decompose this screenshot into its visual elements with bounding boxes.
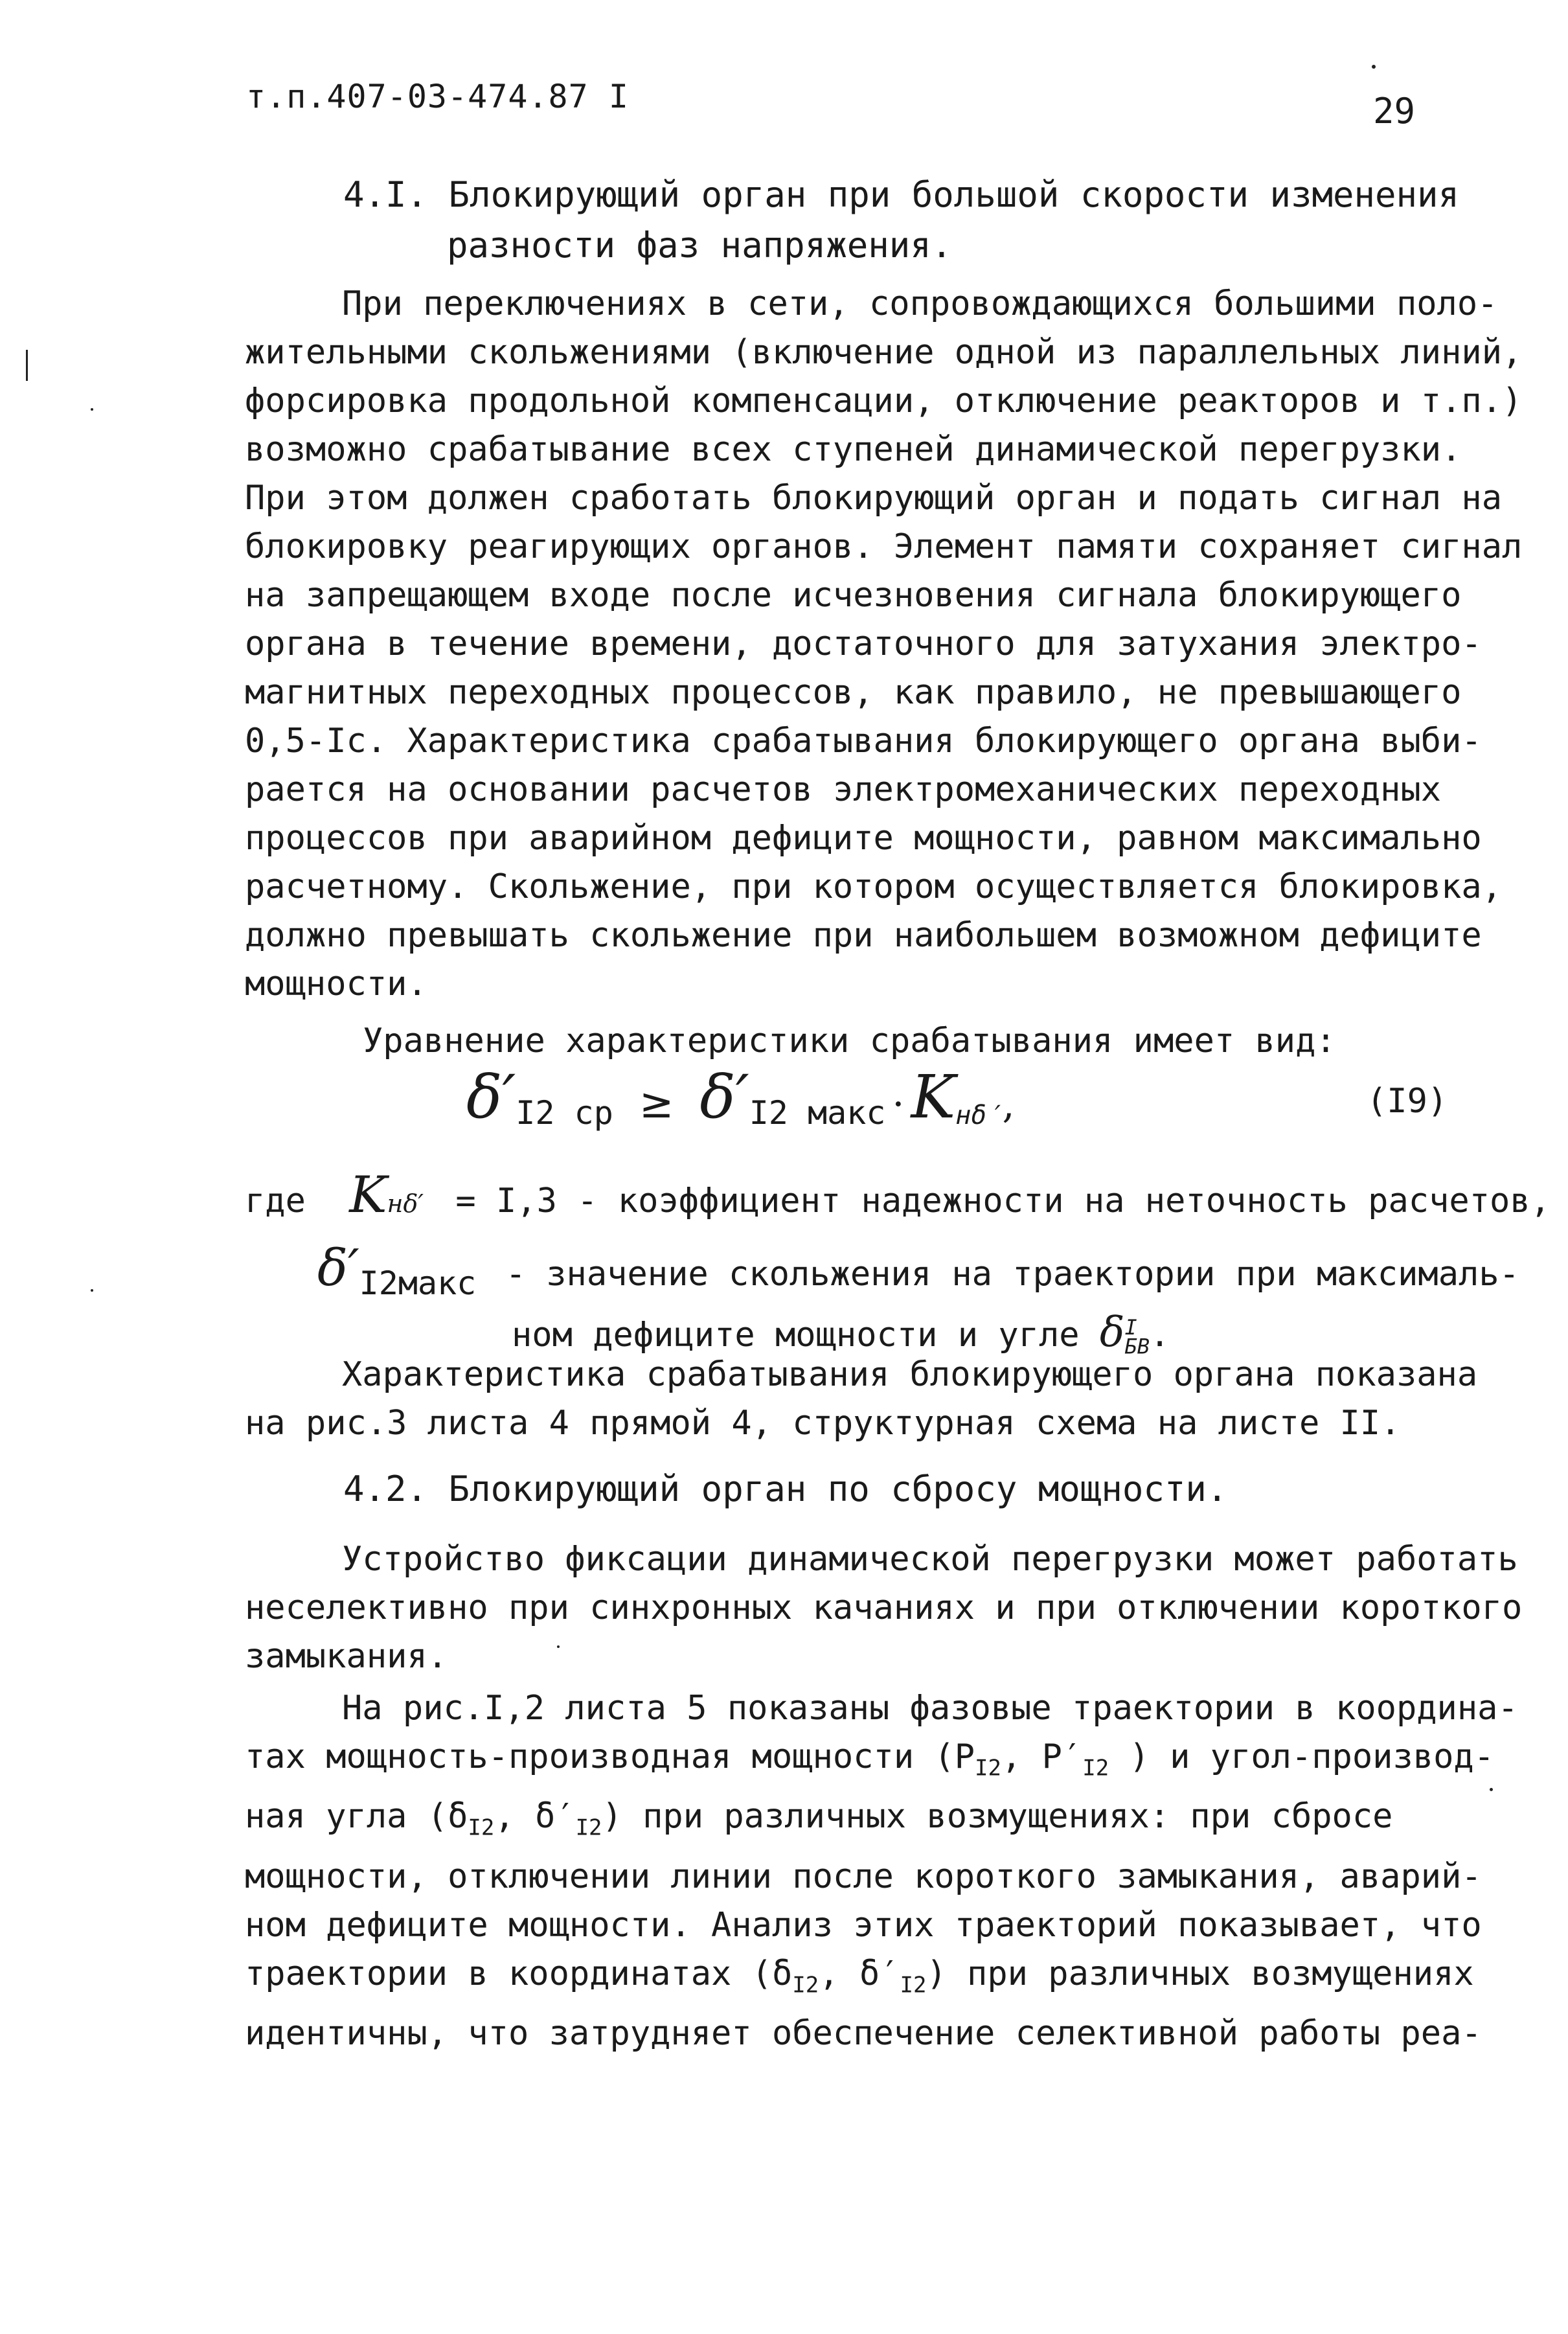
delta-definition-line1: - значение скольжения на траектории при максималь- <box>505 1255 1519 1294</box>
paragraph-4-line: На рис.I,2 листа 5 показаны фазовые траектории в координа- <box>342 1689 1518 1728</box>
page-number: 29 <box>1373 91 1416 132</box>
scan-dot <box>1490 1788 1493 1791</box>
paragraph-1-line: на запрещающем входе после исчезновения сигнала блокирующего <box>245 576 1462 615</box>
paragraph-1-line: должно превышать скольжение при наибольшем возможном дефиците <box>245 916 1482 955</box>
k-subscript: нδ′ <box>387 1189 424 1218</box>
document-code: т.п.407-03-474.87 I <box>246 78 629 115</box>
paragraph-4-line6-sub1: I2 <box>792 1972 819 1998</box>
paragraph-1-line: процессов при аварийном дефиците мощности, равном максимально <box>245 819 1482 858</box>
where-word: где <box>245 1182 306 1220</box>
paragraph-4-line2-tail: ) и угол-производ- <box>1109 1737 1495 1776</box>
equation-rhs-subscript: I2 макс <box>749 1094 886 1132</box>
paragraph-1-line: рается на основании расчетов электромеханических переходных <box>245 770 1442 809</box>
equation-intro: Уравнение характеристики срабатывания имеет вид: <box>363 1022 1336 1060</box>
paragraph-4-line <box>245 1950 1482 2009</box>
reliability-factor-symbol: K <box>911 1062 956 1132</box>
paragraph-4-line6-start: траектории в координатах (δ <box>245 1954 793 1993</box>
paragraph-4-line3-sub1: I2 <box>468 1814 495 1841</box>
paragraph-1-line: 0,5-Iс. Характеристика срабатывания блокирующего органа выби- <box>245 722 1482 761</box>
paragraph-1-line: возможно срабатывание всех ступеней динамической перегрузки. <box>245 430 1462 469</box>
equation-19 <box>466 1062 1015 1132</box>
paragraph-1-line: жительными скольжениями (включение одной из параллельных линий, <box>245 333 1523 372</box>
paragraph-4-line2-mid: , P′ <box>1001 1737 1083 1776</box>
paragraph-1-line: магнитных переходных процессов, как правило, не превышающего <box>245 673 1462 712</box>
equation-lhs-subscript: I2 ср <box>516 1094 613 1132</box>
paragraph-4-line: ном дефиците мощности. Анализ этих траекторий показывает, что <box>245 1905 1482 1945</box>
delta-prime-symbol: δ′ <box>466 1062 516 1132</box>
paragraph-1-line: расчетному. Скольжение, при котором осуществляется блокировка, <box>245 867 1503 906</box>
delta-prime-symbol: δ′ <box>699 1062 749 1132</box>
paragraph-4-line <box>245 1733 1495 1792</box>
paragraph-4-line3-tail: ) при различных возмущениях: при сбросе <box>602 1797 1393 1836</box>
paragraph-4-line6-mid: , δ′ <box>819 1954 900 1993</box>
scan-dot <box>91 408 93 411</box>
paragraph-1-line: форсировка продольной компенсации, отключение реакторов и т.п.) <box>245 382 1523 420</box>
paragraph-4-line <box>245 1792 1482 1852</box>
angle-subscript: БВ <box>1124 1334 1150 1359</box>
paragraph-1-line: блокировку реагирующих органов. Элемент памяти сохраняет сигнал <box>245 527 1523 566</box>
paragraph-1-line: органа в течение времени, достаточного для затухания электро- <box>245 624 1482 663</box>
paragraph-1 <box>245 280 1523 1009</box>
paragraph-4-line2-sub2: I2 <box>1082 1755 1109 1781</box>
delta-subscript: I2макс <box>359 1264 477 1302</box>
paragraph-4 <box>245 1684 1518 2058</box>
angle-period: . <box>1149 1316 1170 1355</box>
paragraph-3 <box>245 1535 1523 1681</box>
scan-dot <box>557 1645 560 1648</box>
paragraph-4-line: мощности, отключении линии после короткого замыкания, аварий- <box>245 1857 1482 1896</box>
k-symbol: K <box>349 1166 387 1224</box>
paragraph-4-line3-start: ная угла (δ <box>245 1797 468 1836</box>
scan-mark <box>26 350 28 381</box>
angle-symbol: δ <box>1099 1309 1125 1356</box>
greater-equal-symbol: ≥ <box>639 1080 674 1128</box>
paragraph-4-line6-sub2: I2 <box>900 1972 927 1998</box>
paragraph-3-line: замыкания. <box>245 1637 448 1676</box>
where-k-definition <box>245 1166 1551 1224</box>
equation-number: (I9) <box>1367 1082 1448 1121</box>
paragraph-4-line6-tail: ) при различных возмущениях <box>926 1954 1474 1993</box>
paragraph-2-line: на рис.3 листа 4 прямой 4, структурная схема на листе II. <box>245 1404 1401 1443</box>
scan-dot <box>91 1289 93 1292</box>
paragraph-4-line2-start: тах мощность-производная мощности (P <box>245 1737 975 1776</box>
paragraph-4-line3-sub2: I2 <box>575 1814 602 1841</box>
delta-prime-symbol: δ′ <box>317 1239 359 1298</box>
section-4-1-title-line2: разности фаз напряжения. <box>447 225 953 266</box>
paragraph-2-line: Характеристика срабатывания блокирующего органа показана <box>342 1355 1478 1394</box>
paragraph-2 <box>245 1351 1482 1448</box>
paragraph-4-line2-sub1: I2 <box>975 1755 1001 1781</box>
paragraph-4-line: идентичны, что затрудняет обеспечение селективной работы реа- <box>245 2014 1482 2054</box>
paragraph-3-line: неселективно при синхронных качаниях и при отключении короткого <box>245 1588 1523 1627</box>
delta-definition-line2: ном дефиците мощности и угле <box>512 1316 1080 1355</box>
section-4-2-title: 4.2. Блокирующий орган по сбросу мощности. <box>343 1469 1228 1509</box>
section-4-1-title-line1: 4.I. Блокирующий орган при большой скорости изменения <box>343 174 1460 215</box>
section-4-1-title <box>343 170 1459 271</box>
paragraph-1-line: При переключениях в сети, сопровождающихся большими поло- <box>342 284 1498 323</box>
k-definition-text: = I,3 - коэффициент надежности на неточность расчетов, <box>455 1182 1551 1220</box>
scan-dot <box>1372 65 1376 69</box>
paragraph-1-line: При этом должен сработать блокирующий орган и подать сигнал на <box>245 479 1503 518</box>
equation-comma: , <box>1002 1082 1015 1127</box>
reliability-factor-subscript: нδ′ <box>955 1101 1003 1130</box>
angle-superscript: I <box>1124 1315 1137 1340</box>
paragraph-3-line: Устройство фиксации динамической перегрузки может работать <box>342 1540 1518 1579</box>
paragraph-4-line3-mid: , δ′ <box>494 1797 576 1836</box>
multiply-dot: · <box>892 1082 905 1127</box>
paragraph-1-line: мощности. <box>245 965 427 1003</box>
